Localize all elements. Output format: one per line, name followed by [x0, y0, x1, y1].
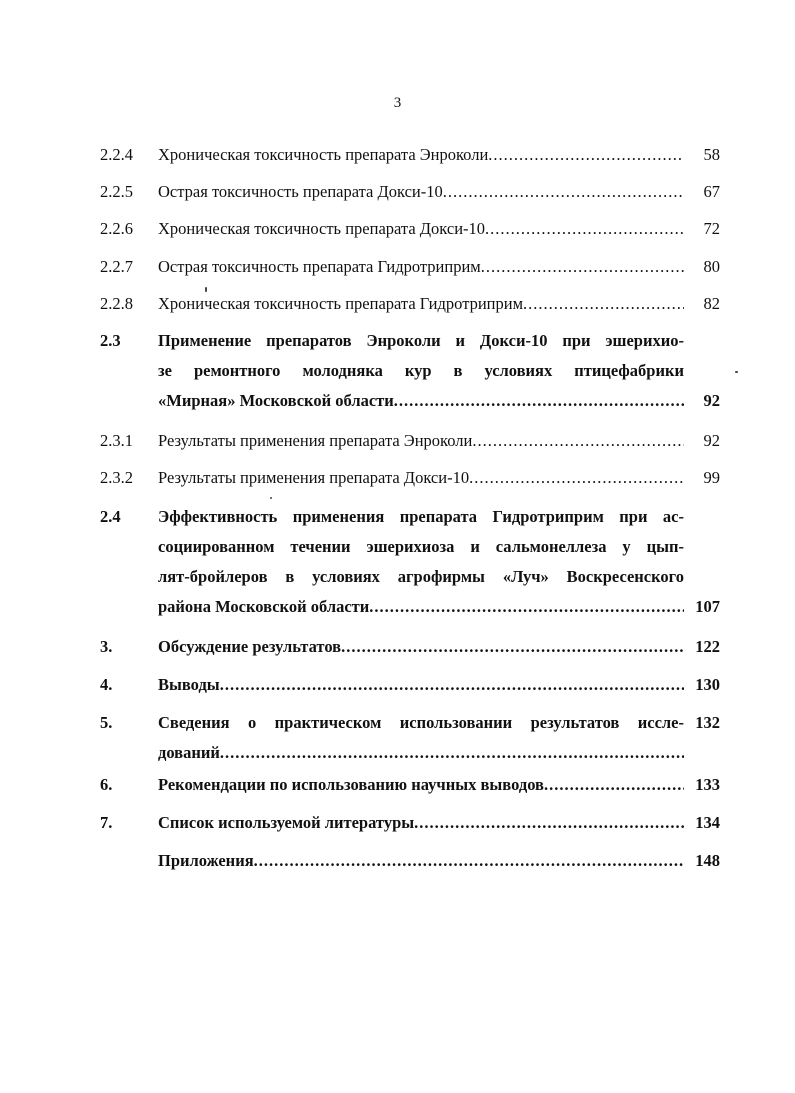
toc-entry-title	[158, 502, 684, 622]
toc-entry-page: 132	[695, 713, 720, 732]
toc-entry-page: 80	[703, 257, 720, 276]
toc-entry-title-line: района Московской области	[158, 597, 370, 616]
toc-entry-title	[158, 770, 684, 800]
dot-leader	[341, 632, 684, 662]
toc-entry-title	[158, 708, 684, 768]
toc-entry-title	[158, 252, 684, 282]
toc-entry-number: 2.3	[100, 331, 121, 350]
dot-leader	[369, 592, 684, 622]
toc-entry-page: 72	[703, 219, 720, 238]
toc-entry-number: 2.2.8	[100, 294, 133, 313]
toc-entry-title-line: Рекомендации по использованию научных выводов	[158, 775, 544, 794]
toc-entry-number: 6.	[100, 775, 113, 794]
toc-entry	[100, 289, 720, 319]
toc-entry	[100, 770, 720, 800]
scan-artifact	[735, 371, 738, 373]
toc-entry-title-line: Хроническая токсичность препарата Энроколи	[158, 145, 489, 164]
toc-entry-title	[158, 846, 684, 876]
toc-entry-page: 99	[703, 468, 720, 487]
dot-leader	[220, 670, 684, 700]
toc-entry	[100, 252, 720, 282]
toc-entry-page: 134	[695, 813, 720, 832]
toc-entry-title	[158, 670, 684, 700]
toc-entry-title-line: Обсуждение результатов	[158, 637, 342, 656]
toc-entry-page: 67	[703, 182, 720, 201]
toc-entry	[100, 632, 720, 662]
dot-leader	[472, 426, 684, 456]
toc-entry-title-line: Список используемой литературы	[158, 813, 415, 832]
toc-entry-number: 2.3.1	[100, 431, 133, 450]
toc-entry	[100, 846, 720, 876]
toc-entry-page: 58	[703, 145, 720, 164]
toc-entry	[100, 140, 720, 170]
page-number: 3	[393, 95, 402, 111]
toc-entry-title	[158, 632, 684, 662]
toc-entry-number	[100, 846, 155, 876]
toc-entry-number: 2.2.5	[100, 182, 133, 201]
toc-entry	[100, 426, 720, 456]
toc-entry-title-line: «Мирная» Московской области	[158, 391, 394, 410]
toc-entry-page: 82	[703, 294, 720, 313]
toc-entry-page: 130	[695, 675, 720, 694]
dot-leader	[254, 846, 684, 876]
scan-artifact	[270, 497, 272, 499]
toc-entry-title-line: Сведения о практическом использовании результатов иссле-	[158, 713, 684, 732]
toc-entry	[100, 708, 720, 768]
toc-entry	[100, 214, 720, 244]
toc-entry-title	[158, 326, 684, 416]
toc-entry-title-line: Острая токсичность препарата Докси-10	[158, 182, 443, 201]
toc-entry-page: 122	[695, 637, 720, 656]
toc-entry	[100, 808, 720, 838]
dot-leader	[481, 252, 684, 282]
toc-entry-title-line: Результаты применения препарата Докси-10	[158, 468, 470, 487]
toc-entry-title-line: социированном течении эшерихиоза и сальмонеллеза у цып-	[158, 537, 684, 556]
toc-entry-page: 107	[695, 597, 720, 616]
dot-leader	[485, 214, 684, 244]
toc-entry-page: 92	[703, 391, 720, 410]
toc-entry-title-line: дований	[158, 743, 220, 762]
toc-entry-number: 2.3.2	[100, 468, 133, 487]
toc-entry	[100, 670, 720, 700]
toc-entry-title	[158, 140, 684, 170]
toc-entry-title	[158, 463, 684, 493]
toc-entry-title-line: Хроническая токсичность препарата Гидротриприм	[158, 294, 524, 313]
dot-leader	[414, 808, 684, 838]
toc-entry-title	[158, 808, 684, 838]
toc-entry-number: 2.2.4	[100, 145, 133, 164]
toc-entry-title-line: Приложения	[158, 851, 254, 870]
toc-entry	[100, 463, 720, 493]
toc-entry	[100, 502, 720, 622]
toc-entry-title-line: Острая токсичность препарата Гидротриприм	[158, 257, 481, 276]
dot-leader	[220, 738, 684, 768]
toc-entry-number: 5.	[100, 713, 113, 732]
toc-entry-number: 3.	[100, 637, 113, 656]
toc-entry-title-line: Выводы	[158, 675, 220, 694]
dot-leader	[544, 770, 684, 800]
toc-entry-number: 7.	[100, 813, 113, 832]
toc-entry-title-line: Результаты применения препарата Энроколи	[158, 431, 473, 450]
toc-entry-title-line: Применение препаратов Энроколи и Докси-10 при эшерихио-	[158, 331, 684, 350]
dot-leader	[443, 177, 684, 207]
toc-entry-title-line: Хроническая токсичность препарата Докси-10	[158, 219, 486, 238]
dot-leader	[523, 289, 684, 319]
toc-entry-title	[158, 289, 684, 319]
dot-leader	[469, 463, 684, 493]
toc-entry-page: 148	[695, 851, 720, 870]
toc-entry	[100, 326, 720, 416]
toc-entry-title	[158, 426, 684, 456]
toc-entry-number: 2.2.6	[100, 219, 133, 238]
toc-entry	[100, 177, 720, 207]
toc-entry-title-line: зе ремонтного молодняка кур в условиях птицефабрики	[158, 361, 684, 380]
toc-entry-page: 92	[703, 431, 720, 450]
dot-leader	[394, 386, 684, 416]
toc-entry-number: 2.2.7	[100, 257, 133, 276]
toc-entry-page: 133	[695, 775, 720, 794]
toc-entry-title	[158, 177, 684, 207]
toc-entry-title-line: Эффективность применения препарата Гидротриприм при ас-	[158, 507, 684, 526]
dot-leader	[488, 140, 684, 170]
toc-entry-title	[158, 214, 684, 244]
scan-artifact	[205, 287, 207, 292]
toc-entry-title-line: лят-бройлеров в условиях агрофирмы «Луч» Воскресенского	[158, 567, 684, 586]
toc-entry-number: 4.	[100, 675, 113, 694]
toc-entry-number: 2.4	[100, 507, 121, 526]
